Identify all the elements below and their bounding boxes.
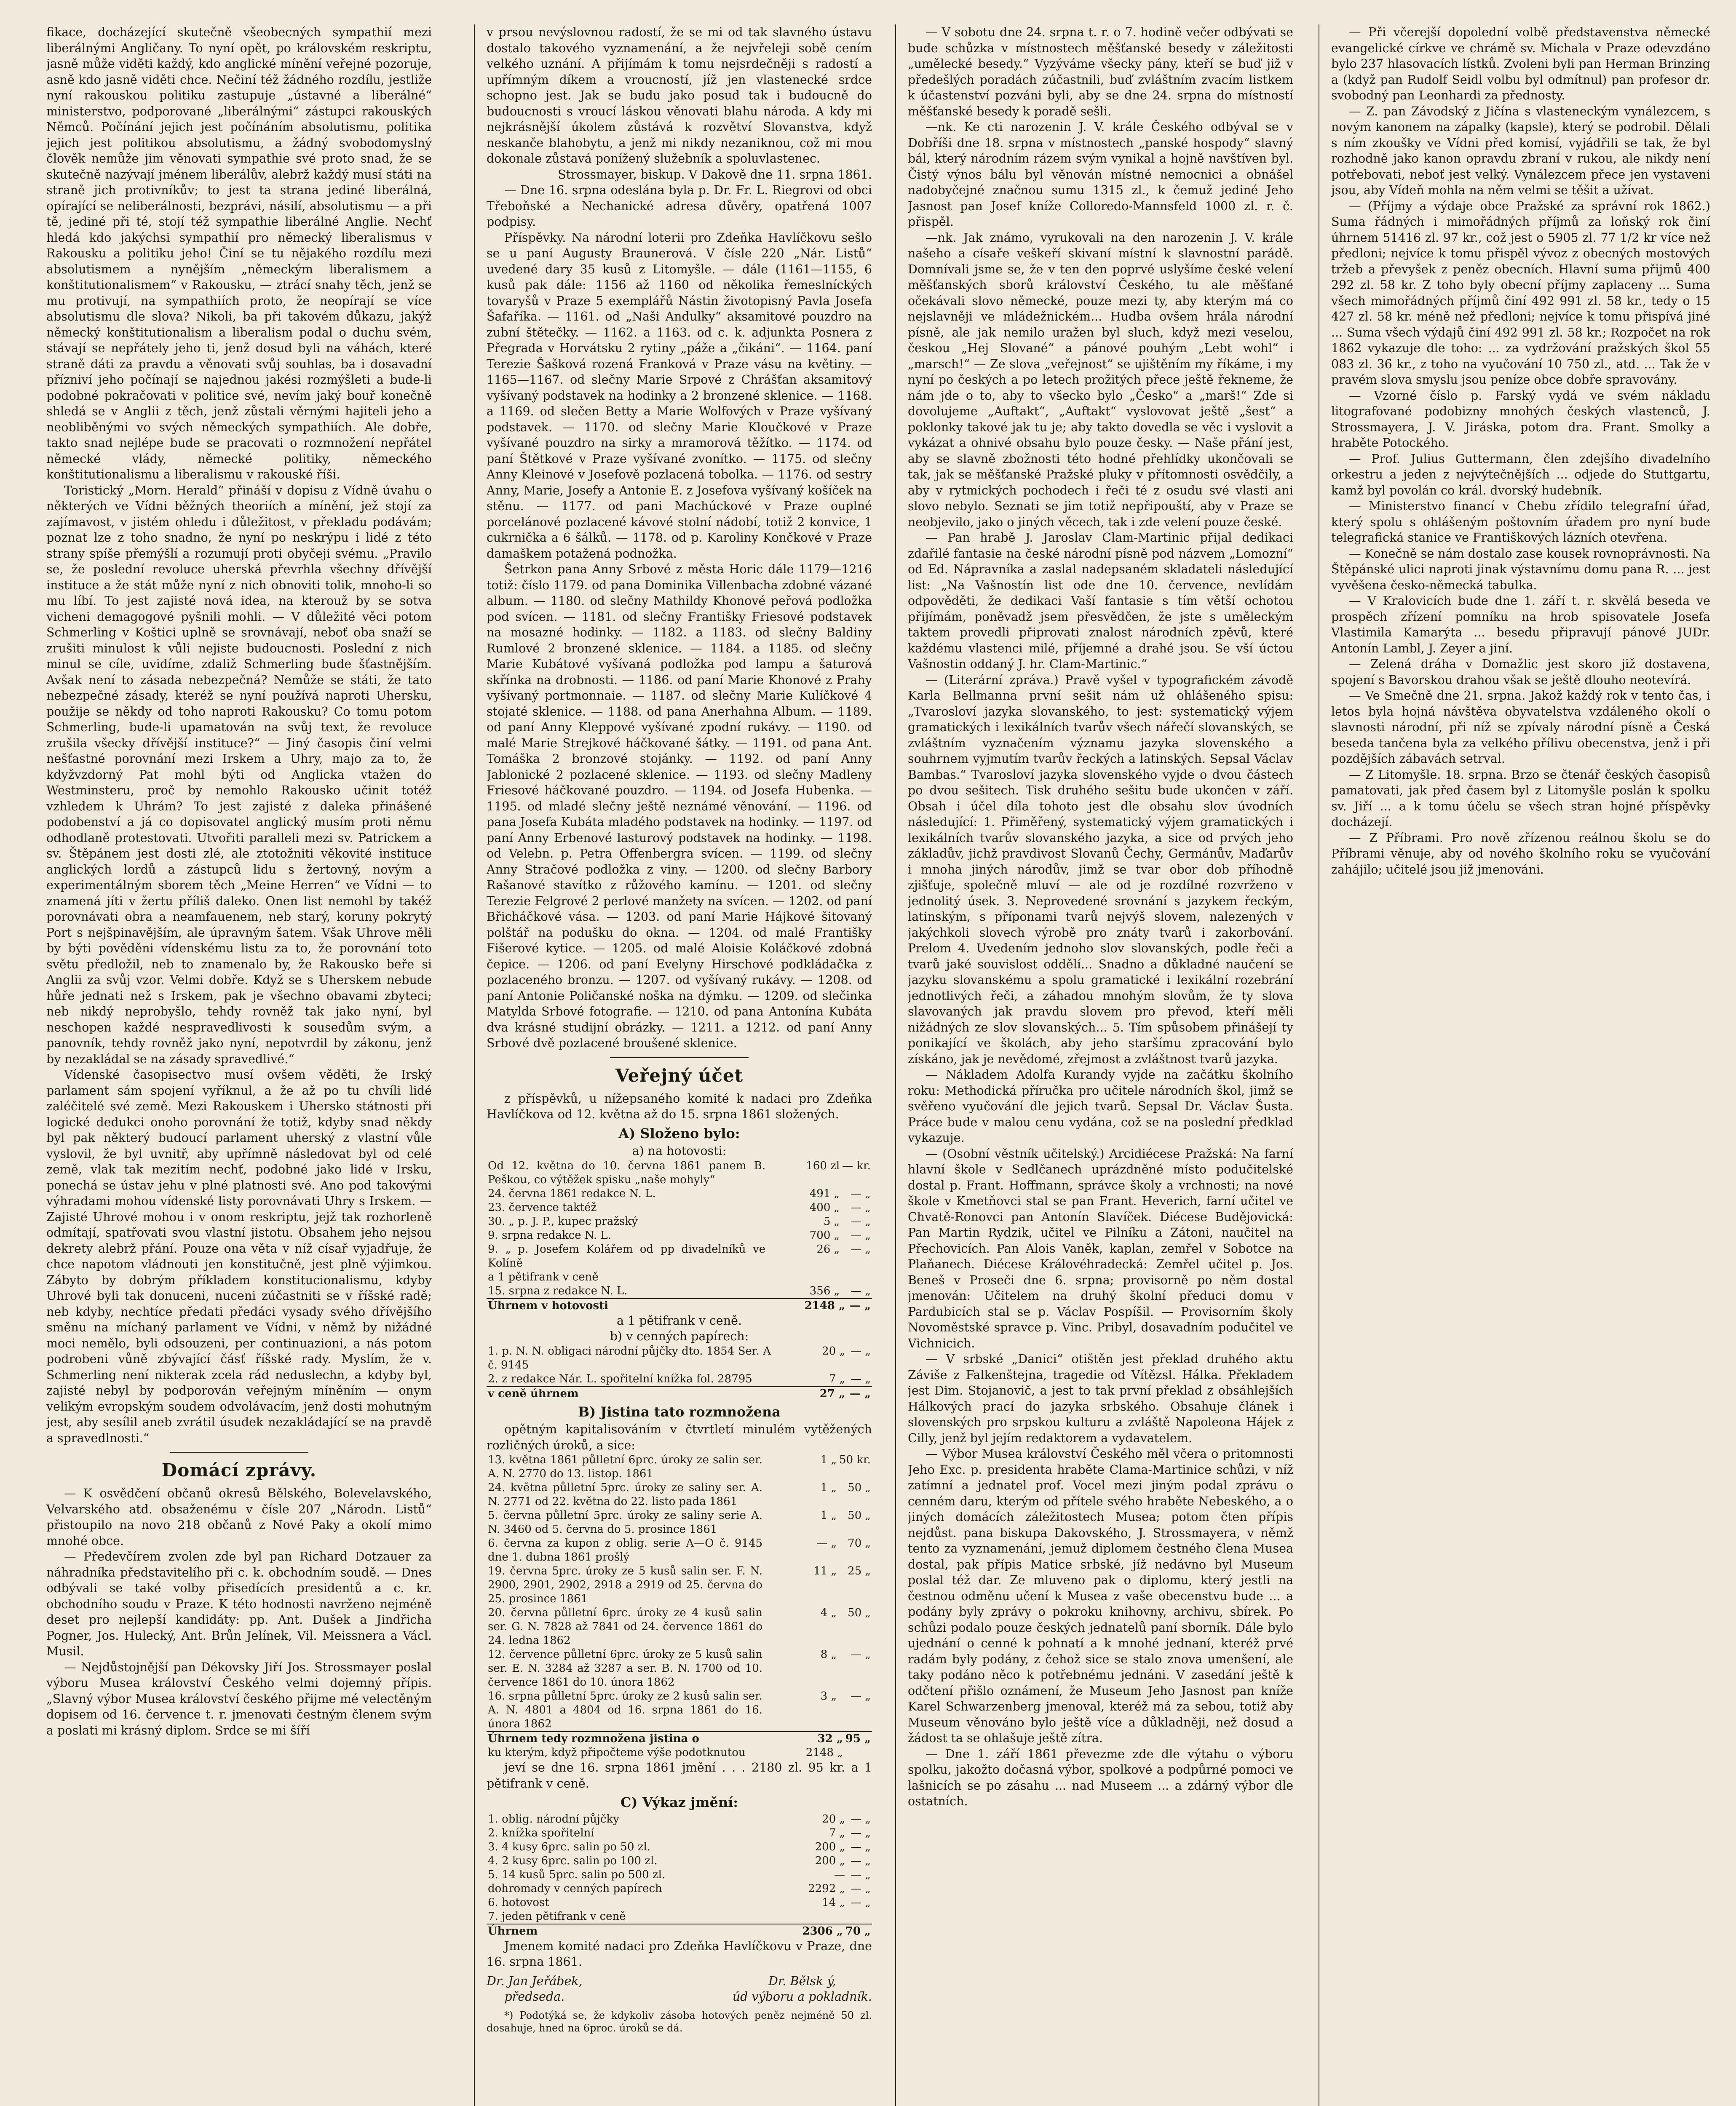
news-item: — Z Příbrami. Pro nově zřízenou reálnou školu se do Příbrami věnuje, aby od nového školního roku se vyučování zahájilo; učitelé jsou již jmenováni. bbox=[1331, 831, 1710, 877]
news-item: — V srbské „Danici“ otištěn jest překlad druhého aktu Záviše z Falkenštejna, tragedie od Vítězsl. Hálka. Překladem jest Dim. Stojanovič, a jest to tak první překlad z obsáhlejších Hálkových prací do jazyka srbského. Obsahuje článek i slovenských pro srpskou kulturu a zvláště Napoleona Hájek z Cilly, jenž byl jejím redaktorem a vydavatelem. bbox=[908, 1352, 1293, 1445]
news-item: — (Osobní věstník učitelský.) Arcidiécese Pražská: Na farní hlavní škole v Sedlčanech uprázdněné místo podučitelské dostal p. Frant. Hoffmann, správce školy a vrchnosti; na nové škole v Kmetňovci stal se pan Frant. Heverich, farní učitel ve Chvatě-Ronovci pan Antonín Slavíček. Diécese Budějovická: Pan Martin Rydzik, učitel ve Pilníku a Zátoni, naučitel na Přechovicích. Pan Alois Vaněk, kaplan, zemřel v Sobotce na Plaňanech. Diécese Královéhradecká: Zemřel učitel p. Jos. Beneš v Proseči dne 6. srpna; provisorně po něm dostal jmenován: Učitelem na druhý školní předuci domu v Pardubicích stal se p. Václav Pospíšil. — Provisorním školy Novoměstské spravce p. Vinc. Pribyl, dosavadním podučitel ve Vichnicich. bbox=[908, 1147, 1293, 1350]
news-item: — Zelená dráha v Domažlic jest skoro již dostavena, spojení s Bavorskou drahou však se ještě dlouho neotevírá. bbox=[1331, 657, 1710, 687]
account-total-a-b bbox=[487, 1386, 872, 1401]
account-kr: — „ bbox=[851, 1229, 871, 1242]
account-amount: 7 „ bbox=[829, 1372, 845, 1385]
account-section-b-intro: opětným kapitalisováním v čtvrtletí minulém vytěžených rozličných úroků, a sice: bbox=[487, 1422, 872, 1452]
account-kr: — „ bbox=[851, 1215, 871, 1228]
account-label: 13. května 1861 půlletní 6prc. úroky ze salin ser. A. N. 2770 do 13. listop. 1861 bbox=[488, 1454, 763, 1480]
account-kr: — kr. bbox=[842, 1159, 871, 1172]
account-note: a 1 pětifrank v ceně. bbox=[616, 1313, 742, 1328]
news-item: — Vzorné číslo p. Farský vydá ve svém nákladu litografované podobizny mnohých českých vlastenců, J. Strossmayera, J. V. Jiráska, potom dra. Frant. Smolky a hraběte Potockého. bbox=[1331, 388, 1710, 450]
account-row bbox=[487, 1372, 872, 1386]
total-kr: 70 „ bbox=[844, 1924, 872, 1938]
news-item: — Nejdůstojnější pan Dékovsky Jiří Jos. Strossmayer poslal výboru Musea království Českého velmi dojemný přípis. „Slavný výbor Musea království českého přijme mé velectěným dopisem od 16. července t. r. jmenovati čestným členem svým a poslati mi krásný diplom. Srdce se mi šíří bbox=[46, 1660, 432, 1737]
account-total-b bbox=[487, 1731, 872, 1760]
account-label: 6. hotovost bbox=[488, 1896, 549, 1909]
account-label: 4. 2 kusy 6prc. salin po 100 zl. bbox=[488, 1854, 658, 1867]
account-row bbox=[487, 1229, 872, 1243]
news-item: — Předevčírem zvolen zde byl pan Richard Dotzauer za náhradníka představitelího při c. k. obchodním soudě. — Dnes odbývali se také volby přisedících presidentů a c. kr. obchodního soudu v Praze. K této hodnosti navrženo nejméně deset pro nejlepší kandidáty: pp. Ant. Dušek a Jindřicha Pogner, Jos. Hulecký, Ant. Brůn Jelínek, Vil. Meissnera a Václ. Musil. bbox=[46, 1550, 432, 1658]
signature-role: předseda. bbox=[504, 1990, 565, 2004]
account-amount: 8 „ bbox=[820, 1648, 837, 1661]
account-amount: 4 „ bbox=[820, 1606, 837, 1619]
account-row bbox=[487, 1854, 872, 1868]
news-item: — Dne 16. srpna odeslána byla p. Dr. Fr. L. Riegrovi od obci Třeboňské a Nechanické adresa důvěry, opatřená 1007 podpisy. bbox=[487, 183, 872, 229]
news-item: Šetrkon pana Anny Srbové z města Horic dále 1179—1216 totiž: číslo 1179. od pana Dominika Villenbacha zdobné vázané album. — 1180. od slečny Mathildy Khonové peřová podložka pod svícen. — 1181. od slečny Františky Friesové podstavek na mosazné hodinky. — 1182. a 1183. od slečny Baldiny Rumlové 2 bronzené sklenice. — 1184. a 1185. od slečny Marie Kubátové vyšívaná podložka pod lampu a šaturová skřínka na drobnosti. — 1186. od paní Marie Khonové z Prahy vyšívaný portmonnaie. — 1187. od slečny Marie Kulíčkové 4 stojaté sklenice. — 1188. od pana Anerhahna Album. — 1189. od paní Anny Kleppové vyšívané zpodní rukávy. — 1190. od malé Marie Strejkové háčkované šátky. — 1191. od pana Ant. Tomáška 2 bronzové stojánky. — 1192. od paní Anny Jablonické 2 pozlacené sklenice. — 1193. od slečny Madleny Friesové háčkované pouzdro. — 1194. od Josefa Hubenka. — 1195. od mladé slečny ještě neznámé věnování. — 1196. od pana Josefa Kubáta mladého podstavek na hodinky. — 1197. od paní Anny Erbenové lasturový podstavek na hodinky. — 1198. od Velebn. p. Petra Offenbergra svícen. — 1199. od slečny Anny Stračové podložka z viny. — 1200. od slečny Barbory Rašanové stavítko z růžového kamínu. — 1201. od slečny Terezie Felgrové 2 perlové manžety na svícen. — 1202. od paní Břicháčkové vása. — 1203. od paní Marie Hájkové šitovaný polštář na podušku do okna. — 1204. od malé Františky Fišerové kytice. — 1205. od malé Aloisie Koláčkové zdobná čepice. — 1206. od paní Evelyny Hirschové podkládačka z pozlaceného bronzu. — 1207. od vyšívaný rukávy. — 1208. od paní Antonie Poličanské noška na dýmku. — 1209. od slečinka Matylda Srbové fotografie. — 1210. od pana Antonína Kubáta dva krásné studijní obrázky. — 1211. a 1212. od paní Anny Srbové dvě pozlacené broušené sklenice. bbox=[487, 562, 872, 1050]
account-label: 15. srpna z redakce N. L. bbox=[488, 1284, 628, 1297]
account-label: Od 12. května do 10. června 1861 panem B. Peškou, co výtěžek spisku „naše mohyly“ bbox=[488, 1159, 766, 1186]
news-item: — V sobotu dne 24. srpna t. r. o 7. hodině večer odbývati se bude schůzka v místnostech měšťanské besedy v záležitosti „umělecké besedy.“ Vyzýváme všecky pány, kteří se buď již v předešlých poradách zúčastnili, buď zvláštním zvacím listkem k účastenství pozváni byli, aby se dne 24. srpna do místností měšťanské besedy k poradě sešli. bbox=[908, 25, 1293, 118]
news-item: — Z. pan Závodský z Jičína s vlasteneckým vynálezcem, s novým kanonem na zápalky (kapsle), který se podrobil. Dělali s ním zkoušky ve Vídni před komisí, vyjádřili se tak, že byl rozhodně jako kanon opravdu zbraní v rukou, ale nikdy není potřebovati, neboť jest velký. Vynálezcem přece jen vystaveni jsou, aby Vídeň mohla na něm velmi se těšit a užívat. bbox=[1331, 104, 1710, 197]
account-row bbox=[487, 1812, 872, 1826]
account-label: 16. srpna půlletní 5prc. úroky ze 2 kusů salin ser. A. N. 4801 a 4804 od 16. srpna 1861 do 16. února 1862 bbox=[488, 1690, 763, 1730]
account-kr: — „ bbox=[851, 1840, 871, 1853]
account-amount: — bbox=[834, 1868, 845, 1881]
account-row bbox=[487, 1159, 872, 1187]
account-row bbox=[487, 1243, 872, 1270]
account-label: 5. června půlletní 5prc. úroky ze saliny serie A. N. 3460 od 5. června do 5. prosince 1861 bbox=[488, 1509, 763, 1536]
account-amount bbox=[767, 1270, 841, 1284]
signature-line: Strossmayer, biskup. V Dakově dne 11. srpna 1861. bbox=[558, 167, 872, 182]
account-row bbox=[487, 1882, 872, 1896]
account-row bbox=[487, 1187, 872, 1201]
account-amount: 356 „ bbox=[809, 1284, 840, 1297]
column-3 bbox=[908, 24, 1293, 2106]
account-label: 30. „ p. J. P., kupec pražský bbox=[488, 1215, 638, 1228]
account-label: 7. jeden pětifrank v ceně bbox=[488, 1910, 626, 1923]
account-section-a-title: A) Složeno bylo: bbox=[618, 1125, 740, 1141]
total-amount: 27 „ bbox=[772, 1387, 846, 1401]
account-section-c-title: C) Výkaz jmění: bbox=[620, 1794, 738, 1810]
article-paragraph: Vídenské časopisectvo musí ovšem věděti, že Irský parlament sám spojení vyříknul, a že až po tu chvíli lidé zaléčitelé své země. Mezi Rakouskem i Uhersko státnosti při logické dedukci onoho porovnání že totiž, kdyby snad někdy byl pak některý budoucí parlament uherský z vlastní vůle vyslovil, že byl uvnitř, aby upřímně následovat byl od celé země, vlak tak mezitím nechť, podobné jako lidé v Irsku, ponechá se ústav jehu v plné platnosti své. Ano pod takovými výhradami mohou vídenské listy porovnávati Uhry s Irskem. — Zajisté Uhrové mohou i v onom reskriptu, jejž tak rozhorleně odmítají, spatřovati svou vlastní jistotu. Obsahem jeho nejsou dekrety alebrž přání. Pouze ona věta v níž císař vyjadřuje, že chce napotom vládnouti jen konstitučně, jest plně výjimkou. Zábyto by dobrým příkladem konstitucionalismu, kdyby Uhrové byli tak donuceni, nuceni zúčastniti se v říšské radě; neb kdyby, nechtíce předati předáci vysady svého dřívějšího směnu na míchaný parlament ve Vídni, v němž by nižádné moci nemělo, byli odsouzeni, per continuazioni, a nás potom podrobeni vůně zbývající čásť říšské rady. Myslím, že v. Schmerling není nikterak zcela rád neduslechn, a kdyby byl, zajisté nebyl by podporován veřejným míněním — onym velikým evropským soudem odvolávacím, jenž dosti mohutným jest, aby sesílil aneb zvrátil úsudek nezakládající se na pravdě a spravedlnosti.“ bbox=[46, 1068, 432, 1445]
news-item: Příspěvky. Na národní loterii pro Zdeňka Havlíčkovu sešlo se u paní Augusty Braunerová. V čísle 220 „Nár. Listů“ uvedené dary 35 kusů z Litomyšle. — dále (1161—1155, 6 kusů pak dále: 1156 až 1160 od několika řemeslníckých tovaryšů v Praze 5 exemplářů Nástin životopisný Pavla Josefa Šafaříka. — 1161. od „Naši Andulky“ aksamitové pouzdro na zubní štětečky. — 1162. a 1163. od c. k. adjunkta Posnera z Přegrada v Horvátsku 2 rytiny „páže a „čikáni“. — 1164. paní Terezie Šašková rozená Franková v Praze vásu na květiny. — 1165—1167. od slečny Marie Srpové z Chrášťan aksamitový vyšívaný podstavek na hodinky a 2 bronzené sklenice. — 1168. a 1169. od slečen Betty a Marie Wolfových v Praze vyšívaný podstavek. — 1170. od slečny Marie Kloučkové v Praze vyšívané pouzdro na sirky a mramorová těžítko. — 1174. od paní Štětkové v Praze vyšívané zvonítko. — 1175. od slečny Anny Kleinové v Josefově pozlacená tobolka. — 1176. od sestry Anny, Marie, Josefy a Antonie E. z Josefova vyšívaný košíček na stěnu. — 1177. od pani Machúckové v Praze ouplné porcelánové pozlacené kávové stolní nádobí, totiž 2 konvice, 1 cukrnička a 6 šálků. — 1178. od p. Karoliny Končkové v Praze damaškem potažená podnožka. bbox=[487, 230, 872, 561]
news-item: — Pan hrabě J. Jaroslav Clam-Martinic přijal dedikaci zdařilé fantasie na české národní písně pod názvem „Lomozní“ od Ed. Nápravníka a zaslal nadepsaném skladateli následující list: „Na Vašnostín list ode dne 10. července, nevlídám odpověděti, že dedikaci Vaší fantasie s tím větší ochotou přijímám, poněvadž jsem přesvědčen, že jste s uměleckým taktem provedli připrovati znalost národních zpěvů, které každému vlastenci milé, příjemné a drahé jsou. Se vší úctou Vašnostin oddaný J. hr. Clam-Martinic.“ bbox=[908, 531, 1293, 671]
account-kr: 50 „ bbox=[848, 1509, 871, 1522]
account-row bbox=[487, 1509, 872, 1537]
section-divider bbox=[170, 1452, 308, 1453]
account-row bbox=[487, 1910, 872, 1924]
account-amount: 20 „ bbox=[822, 1344, 845, 1358]
news-item: — V Kralovicích bude dne 1. září t. r. skvělá beseda ve prospěch zřízení pomníku na hrob spisovatele Josefa Vlastimila Kamarýta ... besedu připravují pánové JUDr. Antonín Lambl, J. Zeyer a jiní. bbox=[1331, 594, 1710, 655]
carry-amount: 2148 „ bbox=[805, 1746, 843, 1759]
account-row bbox=[487, 1453, 872, 1481]
account-kr bbox=[846, 1910, 872, 1924]
account-total-a bbox=[487, 1298, 872, 1313]
public-account-intro: z příspěvků, u nížepsaného komité k nadaci pro Zdeňka Havlíčkova od 12. května až do 15. srpna 1861 složených. bbox=[487, 1091, 872, 1121]
account-label: 9. srpna redakce N. L. bbox=[488, 1229, 612, 1242]
account-total-c bbox=[487, 1924, 872, 1938]
account-kr: — „ bbox=[851, 1372, 871, 1385]
signatures bbox=[487, 1973, 872, 2005]
total-label: Úhrnem v hotovosti bbox=[487, 1299, 772, 1313]
news-item: — Z Litomyšle. 18. srpna. Brzo se čtenář českých časopisů pamatovati, jak před časem byl z Litomyšle poslán k spolku sv. Jiří ... a k tomu účelu se všech stran hojné příspěvky docházejí. bbox=[1331, 767, 1710, 829]
column-2 bbox=[487, 24, 872, 2106]
account-row bbox=[487, 1215, 872, 1229]
news-item: — Ve Smečně dne 21. srpna. Jakož každý rok v tento čas, i letos byla hojná návštěva obyvatelstva vzdáleného okolí o slavnosti národní, při níž se zpívaly národní písně a Česká beseda tančena byla za velkého přílivu obecenstva, jenž i při pozdějších zábavách setrval. bbox=[1331, 689, 1710, 766]
account-kr: — „ bbox=[851, 1284, 871, 1297]
signature-name: Dr. Jan Jeřábek, bbox=[487, 1974, 583, 1988]
account-row bbox=[487, 1606, 872, 1648]
account-amount: 1 „ bbox=[820, 1509, 837, 1522]
account-label: 2. z redakce Nár. L. spořitelní knížka fol. 28795 bbox=[488, 1372, 752, 1385]
signature-role: úd výboru a pokladník. bbox=[732, 1990, 872, 2004]
account-label: 5. 14 kusů 5prc. salin po 500 zl. bbox=[488, 1868, 666, 1881]
public-account-heading: Veřejný účet bbox=[615, 1065, 744, 1086]
account-row bbox=[487, 1270, 872, 1284]
total-label: Úhrnem tedy rozmnožena jistina o bbox=[487, 1732, 770, 1746]
news-item: — Dne 1. září 1861 převezme zde dle výtahu o výboru spolku, jakožto dočasná výbor, spolkové a podpůrné pomoci ve lašnicích se po zásahu ... nad Museem ... a zdárný výbor dle ostatních. bbox=[908, 1747, 1293, 1808]
account-row bbox=[487, 1648, 872, 1689]
account-subtitle: b) v cenných papírech: bbox=[610, 1329, 749, 1343]
account-table-b bbox=[487, 1453, 872, 1731]
total-kr: — „ bbox=[846, 1387, 872, 1401]
column-rule bbox=[474, 24, 475, 2106]
news-item: — Prof. Julius Guttermann, člen zdejšího divadelního orkestru a jeden z nejvýtečnějších ... odjede do Stuttgartu, kamž byl povolán co král. dvorský hudebník. bbox=[1331, 452, 1710, 497]
account-label: 19. června 5prc. úroky ze 5 kusů salin ser. F. N. 2900, 2901, 2902, 2918 a 2919 od 25. června do 25. prosince 1861 bbox=[488, 1565, 763, 1605]
account-row bbox=[487, 1826, 872, 1840]
signature-name: Dr. Bělsk ý, bbox=[768, 1974, 836, 1988]
news-item: — K osvědčení občanů okresů Bělského, Bolevelavského, Velvarského atd. obsaženému v čísle 207 „Národn. Listů“ přistoupilo na novo 218 občanů z Nové Paky a okolí mimo mnohé obce. bbox=[46, 1486, 432, 1548]
grand-total-line: jeví se dne 16. srpna 1861 jmění . . . 2180 zl. 95 kr. a 1 pětifrank v ceně. bbox=[487, 1761, 872, 1791]
account-amount: 200 „ bbox=[815, 1840, 845, 1853]
carry-label: ku kterým, když připočteme výše podotknutou bbox=[488, 1746, 746, 1759]
news-item: — Při včerejší dopolední volbě představenstva německé evangelické církve ve chrámě sv. Michala v Praze odevzdáno bylo 237 hlasovacích lístků. Zvoleni byli pan Herman Brinzing a (když pan Rudolf Seidl volbu byl odmítnul) pan profesor dr. svobodný pan Leonhardi za přednosty. bbox=[1331, 25, 1710, 102]
account-row bbox=[487, 1284, 872, 1298]
account-amount: 26 „ bbox=[816, 1243, 840, 1256]
account-row bbox=[487, 1868, 872, 1882]
account-row bbox=[487, 1344, 872, 1372]
account-amount: 20 „ bbox=[822, 1812, 845, 1825]
account-table-a bbox=[487, 1159, 872, 1298]
account-label: 24. června 1861 redakce N. L. bbox=[488, 1187, 656, 1200]
column-rule bbox=[895, 24, 896, 2106]
account-label: 3. 4 kusy 6prc. salin po 50 zl. bbox=[488, 1840, 651, 1853]
account-kr: — „ bbox=[851, 1648, 871, 1661]
account-row bbox=[487, 1201, 872, 1215]
column-4 bbox=[1331, 24, 1710, 2106]
total-amount: 2306 „ bbox=[770, 1924, 844, 1938]
account-label: a 1 pětifrank v ceně bbox=[488, 1270, 599, 1283]
account-kr: — „ bbox=[851, 1201, 871, 1214]
article-paragraph: Toristický „Morn. Herald“ přináší v dopisu z Vídně úvahu o některých ve Vídni běžných theoriích a mínění, jež stojí za zajímavost, v jistém ohledu i důležitost, v překladu podávám; poznat lze z toho snadno, že nyní po neskrýpu i lidé z této strany spíše přemýšlí a rozumují proti obyčeji svému. „Pravilo se, že poslední revoluce uherská převrhla všechny dřívější instituce a že stát může nyní z nich obnoviti tolik, mnoho-li so mu líbí. To jest zajisté nová idea, na kterouž by se sotva vicheni demagogové pyšnili mohli. — V důležité věci potom Schmerling v Koštici uplně se srovnávají, neboť oba snaží se zrušiti minulost k vůli nejiste budoucnosti. Poslední z nich minul se cíle, uvidíme, zdaliž Schmerling bude šťastnějším. Avšak není to zásada nebezpečná? Nemůže se státi, že tato nebezpečné zásady, kteréž se nyní používá naproti Uhersku, použije se někdy od toho naproti Rakousku? Co tomu potom Schmerling, bude-li upamatován na svůj text, že revoluce zrušila všecky dřívější instituce?“ — Jiný časopis činí velmi nešťastné porovnání mezi Irskem a Uhry, majo za to, že kdyžvzdorný Pat mohl býti od Anglicka vtažen do Westminsteru, proč by nemohlo Rakousko učinit totéž vzhledem k Uhrám? To jest zajisté z daleka přinášené podobenství a já co dopisovatel anglický musím proti němu odhodlaně protestovati. Utvořiti paralleli mezi sv. Patrickem a sv. Štěpánem jest dosti zlé, ale ztotožniti věkovité instituce anglických lordů a zástupců lidu s žertovný, novým a experimentálným sborem těch „Meine Herren“ ve Vídni — to znamená jíti v žertu příliš daleko. Onen list nemohl by takéž porovnávati obra a neamfauenem, neb starý, koruny pokrytý Port s nejšpinavějším, ale úpravným šatem. Však Uhrove měli by býti pověděni vídenskému listu za to, že porovnání toto světu předložil, neb to znamenalo by, že Rakousko beře si Anglii za svůj vzor. Velmi dobře. Když se s Uherskem nebude hůře jednati než s Irskem, pak je všechno obavami zbyteci; neb nikdý neprobyšlo, tehdy rovněž tak jako nyní, byl neschopen každé nespravedlivosti k sousedům svým, a panovník, tehdy rovněž jako nyní, nepotvrdil by zákonu, jenž by nezakládal se na zásady spravedlivé.“ bbox=[46, 483, 432, 1066]
total-amount: 2148 „ bbox=[772, 1299, 846, 1313]
account-kr: — „ bbox=[851, 1344, 871, 1358]
account-kr bbox=[841, 1270, 872, 1284]
account-label: 12. července půlletní 6prc. úroky ze 5 kusů salin ser. E. N. 3284 až 3287 a ser. B. N. 1700 od 10. července 1861 do 10. února 1862 bbox=[488, 1648, 763, 1689]
total-label: v ceně úhrnem bbox=[487, 1387, 772, 1401]
account-kr: 50 „ bbox=[848, 1481, 871, 1494]
total-kr: 95 „ bbox=[844, 1732, 872, 1746]
signature-treasurer bbox=[733, 1973, 872, 2005]
account-kr: — „ bbox=[851, 1826, 871, 1839]
account-amount: — „ bbox=[816, 1537, 837, 1550]
account-label: 20. června půlletní 6prc. úroky ze 4 kusů salin ser. G. N. 7828 až 7841 od 24. července 1861 do 24. ledna 1862 bbox=[488, 1606, 763, 1647]
news-item: — (Literární zpráva.) Pravě vyšel v typografickém závodě Karla Bellmanna první sešit nám už ohlášeného spisu: „Tvarosloví jazyka slovanského, to jest: systematický výjem gramatických i lexikálních tvarův všech nářečí slovanských, se zvláštním vyznačením významu jazyka slovenského a souhrnem vyjmutím tvarův řeckých a latinských. Sepsal Václav Bambas.“ Tvarosloví jazyka slovenského vyjde o dvou částech po dvou sešitech. Tisk druhého sešitu bude ukončen v září. Obsah i účel díla tohoto jest dle obsahu slov úvodních následující: 1. Přiměřený, systematický výjem gramatických i lexikálních tvarův slovanského jazyka, a sice od prvých jeho základův, jichž pravdivost Slovanů Čechy, Germánův, Maďarův i mnoha jiných národův, jimž se tvar obor dob příhodně zjišťuje, společně mluví — ale od je rozdílné rozvrženo v jednolitý úsek. 3. Neprovedené srovnání s jazykem řeckým, latinským, s příponami tvarů nejvýš slovem, nalezených v jakýchkoli slovech výrobě pro znáty tvarů i zakorbování. Prelom 4. Uvedením jednoho slov slovanských, podle řeči a tvarů jaké souvislost oddělí... Snadno a důkladné naučení se jazyku slovanskému a spolu gramatické i lexikální rozebrání jednotlivých řeči, a záhadou mnohým slovům, že ty slova slavovaných jak pravdu slovem pro převod, kteří měli nižádných ze slov slovanských... 5. Tím spůsobem přinášejí ty ponikající ve školách, aby jeho staršímu zpracování bylo získáno, jak je nevědomé, zřejmost a zvláštnost tvarů jazyka. bbox=[908, 673, 1293, 1066]
account-amount: 160 zl bbox=[806, 1159, 840, 1172]
account-kr: 25 „ bbox=[848, 1565, 871, 1577]
account-row bbox=[487, 1564, 872, 1606]
account-amount: 14 „ bbox=[822, 1896, 845, 1909]
account-label: 23. července taktéž bbox=[488, 1201, 597, 1214]
account-amount: 200 „ bbox=[815, 1854, 845, 1867]
account-kr: — „ bbox=[851, 1896, 871, 1909]
account-kr: — „ bbox=[851, 1690, 871, 1702]
account-kr: 70 „ bbox=[848, 1537, 871, 1550]
account-row bbox=[487, 1896, 872, 1910]
total-kr: — „ bbox=[846, 1299, 872, 1313]
account-table-c bbox=[487, 1812, 872, 1924]
account-label: 2. knížka spořitelní bbox=[488, 1826, 594, 1839]
account-amount: 5 „ bbox=[823, 1215, 840, 1228]
account-kr: 50 „ bbox=[848, 1606, 871, 1619]
account-label: 9. „ p. Josefem Kolářem od pp divadelníků ve Kolíně bbox=[488, 1243, 766, 1269]
news-item: — Ministerstvo financí v Chebu zřídilo telegrafní úřad, který spolu s ohlášeným poštovním úřadem pro nyní bude telegrafická stanice ve Františkových lázních otevřena. bbox=[1331, 499, 1710, 545]
account-amount: 3 „ bbox=[820, 1690, 837, 1702]
section-divider bbox=[610, 1057, 749, 1058]
section-heading-domestic-news: Domácí zprávy. bbox=[161, 1460, 317, 1481]
account-subtitle: a) na hotovosti: bbox=[632, 1144, 727, 1158]
article-paragraph: fikace, docházející skutečně všeobecných sympathií mezi liberálnými Angličany. To nyní opět, po královském reskriptu, jasně může viděti každý, kdo anglické mínění veřejné pozoruje, asně kdo jasně viděti chce. Nečiní též žádného rozdílu, jestliže nyní rakouskou politiku zastupuje „ústavné a liberálné“ ministerstvo, podporované „liberálnými“ zástupci rakouských Němců. Počínání jejich jest počínáním absolutismu, politika jejich jest politikou absolutismu, a žádný svobodomyslný člověk nemůže jim věnovati sympathie své proto snad, že se skutečně nazývají jménem liberálův, alebrž každý musí státi na straně jich protivníkův; to jest ta strana jediné liberálná, opírající se neliberálnosti, bezprávi, násilí, absolutismu — a při tě, jediné při té, stojí též sympathie liberálné Anglie. Nechť hledá kdo jakýchsi sympathií pro německý liberalismus v Rakousku a politiku jeho! Činí se tu nějakého rozdílu mezi absolutismem a nynějším „německým liberalismem a konštitutionalismem“ v Rakousku, — ztrácí snahy těch, jenž se mu protivují, na sympathiích proto, že neopírají se více absolutismu dle slova? Nikoli, ba při takovém důkazu, jakýž německý konštitutionalism a liberalism podal o duchu svém, stávají se nepřátely jeho ti, jenž dosud byli na váhách, které straně dáti za pravdu a věnovati svůj souhlas, ba i dosavadní přízniví jeho počínají se najednou jakési rozmýšleti a bude-li podobné pokračovati v politice své, nevím jaký bouř konečně shledá se v Anglii z těch, jenž zůstali věrnými hajiteli jeho a neobliběnými vo svých německých sympathiích. Ale dobře, takto snad nejlépe bude se pracovati o rozmnožení nepřátel německé vlády, německé politiky, německého konštitutionalismu a liberalismu v rakouské říši. bbox=[46, 25, 432, 481]
news-item: —nk. Ke cti narozenin J. V. krále Českého odbýval se v Dobříši dne 18. srpna v místnostech „panské hospody“ slavný bál, který národním rázem svým vynikal a hojně navštíven byl. Čistý výnos bálu byl věnován místné nemocnici a obnášel nadobyčejné značnou sumu 1315 zl., k čemuž jediné Jeho Jasnost pan Josef kníže Colloredo-Mannsfeld 1000 zl. r. č. přispěl. bbox=[908, 120, 1293, 229]
account-kr: — „ bbox=[851, 1187, 871, 1200]
account-row bbox=[487, 1481, 872, 1509]
account-row bbox=[487, 1689, 872, 1731]
news-item: —nk. Jak známo, vyrukovali na den narozenin J. V. krále našeho a císaře veškeří skivaní místní k slavnostní parádě. Domnívali jsme se, že v ten den poprvé uslyšíme české velení měšťanských sborů království Českého, tu ale měšťané očekávali slovo německé, pouze mezi ty, aby kterým má co nejslavněji ve mládežnickém... Hudba ovšem hrála národní písně, ale jak nemilo uražen byl sluch, když mezi veselou, českou „Hej Slované“ a pánové pouhým „Lebt wohl“ i „marsch!“ — Ze slova „veřejnost“ se ujištěním my říkáme, i my nyní po českých a po letech prožitých přece ještě řekneme, že nám jde o to, aby to všecko bylo „Česko“ a „marš!“ Zde si dovolujeme „Auftakt“, „Auftakt“ vyslovovat ještě „šest“ a poklonky takové jak tu je; aby takto dovedla se věc i vyslovit a vykázat a ohnivé obsahu bylo pouze česky. — Naše přání jest, aby se slavně zbožnosti této hodné přehlídky ukončovali se tak, jak se měšťanské Pražské pluky v přítomnosti osvědčily, a aby v rytmických pochodech i řeči té z osudu své vlasti ani slovo nebylo. Seznati se jim totiž nepřipouští, aby v Praze se neobjevilo, jako o jiných věcech, tak i zde velení pouze české. bbox=[908, 230, 1293, 529]
article-paragraph: v prsou nevýslovnou radostí, že se mi od tak slavného ústavu dostalo takového vyznamenání, a že nejvřeleji sobě cením velkého uznání. A přijímám k tomu nejsrdečněji s radostí a upřímným díkem a vroucností, jíž jen vlastenecké srdce schopno jest. Jak se budu jako posud tak i budoucně do budoucnosti s vroucí láskou věnovati blahu národa. A kdy mi nejkrásnější úkolem zůstává k rozvětví Slovanstva, když neskanče blahobytu, a jenž mi nikdy nezaniknou, což mi mou dokonale zůstavá ponížený služebník a spoluvlastenec. bbox=[487, 25, 872, 166]
account-section-b-title: B) Jistina tato rozmnožena bbox=[578, 1403, 781, 1420]
account-amount: 11 „ bbox=[813, 1565, 837, 1577]
news-item: — Nákladem Adolfa Kurandy vyjde na začátku školního roku: Methodická příručka pro učitele národních škol, jimž se svěřeno vyučování dle jejich tvarů. Sepsal Dr. Václav Šusta. Práce bude v malou cenu vydána, což se na poslední předklad vykazuje. bbox=[908, 1068, 1293, 1145]
account-amount: 400 „ bbox=[809, 1201, 840, 1214]
total-amount: 32 „ bbox=[770, 1732, 844, 1746]
signature-chairman bbox=[487, 1973, 583, 2005]
news-item: — Výbor Musea království Českého měl včera o pritomnosti Jeho Exc. p. presidenta hraběte Clama-Martinice schůzi, v níž zatímní a jednatel prof. Vocel mezi jiným podal zprávu o cenném daru, kterým od přítele svého hraběte Nebeského, a o jiných domácích záležitostech Musea; potom čten přípis nejdůst. pana biskupa Dakovského, J. Strossmayera, v němž tento za vyznamenání, jemuž diplomem čestného člena Musea dostal, pak přípis Matice srbské, jíž nedávno byl Museum poslal též dar. Ze mluveno pak o diplomu, který jestli na čestnou odměnu učení k Musea z vaše obecenstvu bude ... a podány byly zprávy o pokroku knihovny, archivu, sbírek. Po schůzi podalo pouze českých jednatelů paní sborník. Dále bylo ujednání o cenné k pohnatí a k mnohé jednaní, kteréž prvé radám byly podány, z čehož sice se stalo znova umenšení, ale taky podáno něco k potřebnému jednáni. V zasedání ještě k odčtení přišlo oznámení, že Museum Jeho Jasnost pan kníže Karel Schwarzenberg jmenoval, kteréž má za sebou, totiž aby Museum věnováno bylo ještě více a důkladněji, než dosud a žádost ta se ohlašuje ještě zítra. bbox=[908, 1447, 1293, 1745]
account-closing: Jmenem komité nadaci pro Zdeňka Havlíčkovu v Praze, dne 16. srpna 1861. bbox=[487, 1939, 872, 1969]
account-amount: 7 „ bbox=[829, 1826, 845, 1839]
account-amount: 491 „ bbox=[809, 1187, 840, 1200]
news-item: — Konečně se nám dostalo zase kousek rovnoprávnosti. Na Štěpánské ulici naproti jinak výstavnímu domu pana R. ... jest vyvěšena česko-německá tabulka. bbox=[1331, 546, 1710, 592]
account-kr: — „ bbox=[851, 1243, 871, 1256]
column-1 bbox=[46, 24, 432, 2106]
account-amount: 1 „ bbox=[820, 1481, 837, 1494]
account-label: 1. p. N. N. obligaci národní půjčky dto. 1854 Ser. A č. 9145 bbox=[488, 1344, 771, 1371]
account-kr: — „ bbox=[851, 1854, 871, 1867]
account-table-a-b bbox=[487, 1344, 872, 1386]
account-label: 1. oblig. národní půjčky bbox=[488, 1812, 619, 1825]
account-kr: — „ bbox=[851, 1868, 871, 1881]
account-kr: — „ bbox=[851, 1882, 871, 1895]
news-item: — (Příjmy a výdaje obce Pražské za správní rok 1862.) Suma řádných i mimořádných příjmů za loňský rok činí úhrnem 51416 zl. 97 kr., což jest o 5905 zl. 77 1/2 kr více než předloni; nejvíce k tomu přispěl vývoz z obecných mostových tržeb a převyšek z peněz obecních. Hlavní suma přijmů 400 292 zl. 58 kr. Z toho byly obecní příjmy zaplaceny ... Suma všech mimořádných příjmů činí 492 991 zl. 58 kr., tedy o 15 427 zl. 58 kr. méně než předloni; nejvíce k tomu přispívá jiné ... Suma všech výdajů činí 492 991 zl. 58 kr.; Rozpočet na rok 1862 vykazuje dle toho: ... za vydržování pražských škol 55 083 zl. 36 kr., z toho na vyučování 10 750 zl., atd. ... Tak že v pravém slova smyslu jsou peníze obce dobře spravovány. bbox=[1331, 199, 1710, 387]
account-label: 6. června za kupon z oblig. serie A—O č. 9145 dne 1. dubna 1861 prošlý bbox=[488, 1537, 763, 1563]
account-row bbox=[487, 1840, 872, 1854]
account-kr: 50 kr. bbox=[839, 1454, 871, 1466]
account-label: dohromady v cenných papírech bbox=[488, 1882, 662, 1895]
account-label: 24. května půlletní 5prc. úroky ze saliny ser. A. N. 2771 od 22. května do 22. listo pada 1861 bbox=[488, 1481, 763, 1508]
account-row bbox=[487, 1537, 872, 1564]
account-amount: 2292 „ bbox=[808, 1882, 845, 1895]
total-label: Úhrnem bbox=[487, 1924, 770, 1938]
account-amount bbox=[772, 1910, 846, 1924]
account-amount: 700 „ bbox=[809, 1229, 840, 1242]
account-kr: — „ bbox=[851, 1812, 871, 1825]
footnote: *) Podotýká se, že kdykoliv zásoba hotových peněz nejméně 50 zl. dosahuje, hned na 6proc. úroků se dá. bbox=[487, 2009, 872, 2034]
account-amount: 1 „ bbox=[820, 1454, 837, 1466]
